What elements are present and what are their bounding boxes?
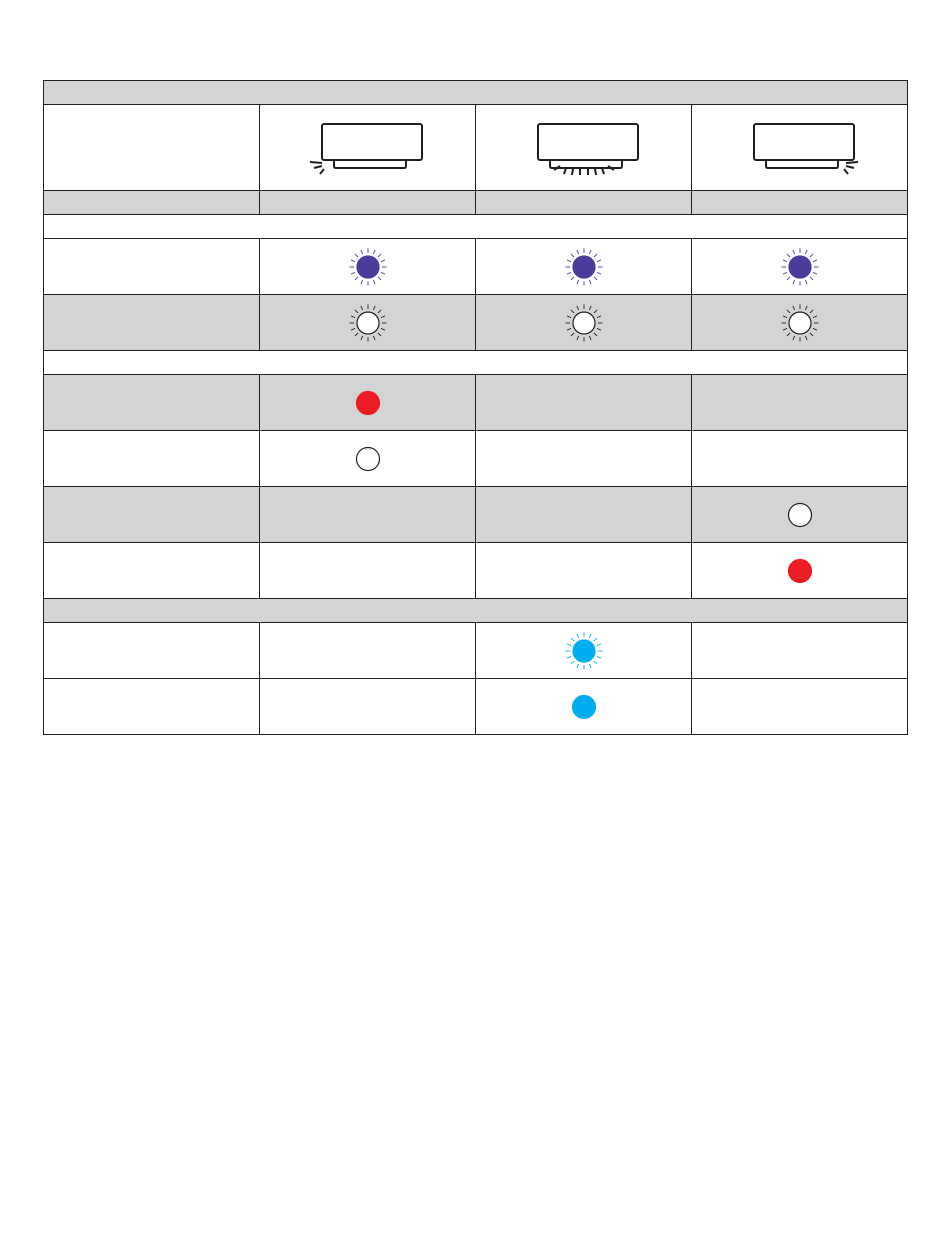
status-cell (692, 239, 908, 295)
sublabel-blank (44, 191, 260, 215)
white-blinking-led-icon (780, 303, 820, 343)
device-left-light-icon (308, 118, 428, 178)
status-row (44, 679, 908, 735)
section-header-row (44, 215, 908, 239)
status-cell (476, 375, 692, 431)
column-sublabel-row (44, 191, 908, 215)
led-status-table (43, 80, 908, 735)
status-cell (260, 679, 476, 735)
device-column-header (692, 105, 908, 191)
status-cell (260, 623, 476, 679)
device-column-header (260, 105, 476, 191)
status-row (44, 239, 908, 295)
status-cell (476, 487, 692, 543)
purple-blinking-led-icon (564, 247, 604, 287)
status-row-label (44, 487, 260, 543)
status-cell (476, 623, 692, 679)
section-header (44, 215, 908, 239)
status-cell (692, 543, 908, 599)
table-title (44, 81, 908, 105)
status-cell (260, 543, 476, 599)
status-row (44, 375, 908, 431)
white-blinking-led-icon (564, 303, 604, 343)
status-row (44, 623, 908, 679)
table-title-row (44, 81, 908, 105)
purple-blinking-led-icon (348, 247, 388, 287)
status-row (44, 295, 908, 351)
device-bottom-light-icon (524, 118, 644, 178)
blue-led-icon (564, 687, 604, 727)
status-row-label (44, 543, 260, 599)
section-header (44, 351, 908, 375)
status-cell (260, 375, 476, 431)
section-header-row (44, 351, 908, 375)
white-blinking-led-icon (348, 303, 388, 343)
status-cell (692, 623, 908, 679)
status-row-label (44, 239, 260, 295)
device-column-header (476, 105, 692, 191)
status-cell (260, 239, 476, 295)
status-row (44, 543, 908, 599)
section-header-row (44, 599, 908, 623)
red-led-icon (780, 551, 820, 591)
column-sublabel (260, 191, 476, 215)
status-cell (476, 543, 692, 599)
status-row (44, 431, 908, 487)
device-right-light-icon (740, 118, 860, 178)
status-row-label (44, 295, 260, 351)
white-led-icon (348, 439, 388, 479)
status-cell (692, 295, 908, 351)
header-label (44, 105, 260, 191)
section-header (44, 599, 908, 623)
status-cell (476, 431, 692, 487)
status-cell (260, 295, 476, 351)
purple-blinking-led-icon (780, 247, 820, 287)
status-cell (260, 431, 476, 487)
status-cell (692, 487, 908, 543)
status-cell (692, 431, 908, 487)
status-cell (692, 375, 908, 431)
device-illustration-row (44, 105, 908, 191)
red-led-icon (348, 383, 388, 423)
status-cell (692, 679, 908, 735)
status-cell (476, 679, 692, 735)
status-row-label (44, 679, 260, 735)
column-sublabel (476, 191, 692, 215)
status-row-label (44, 623, 260, 679)
status-cell (476, 295, 692, 351)
status-row (44, 487, 908, 543)
blue-blinking-led-icon (564, 631, 604, 671)
white-led-icon (780, 495, 820, 535)
status-cell (476, 239, 692, 295)
status-row-label (44, 375, 260, 431)
status-row-label (44, 431, 260, 487)
status-cell (260, 487, 476, 543)
column-sublabel (692, 191, 908, 215)
